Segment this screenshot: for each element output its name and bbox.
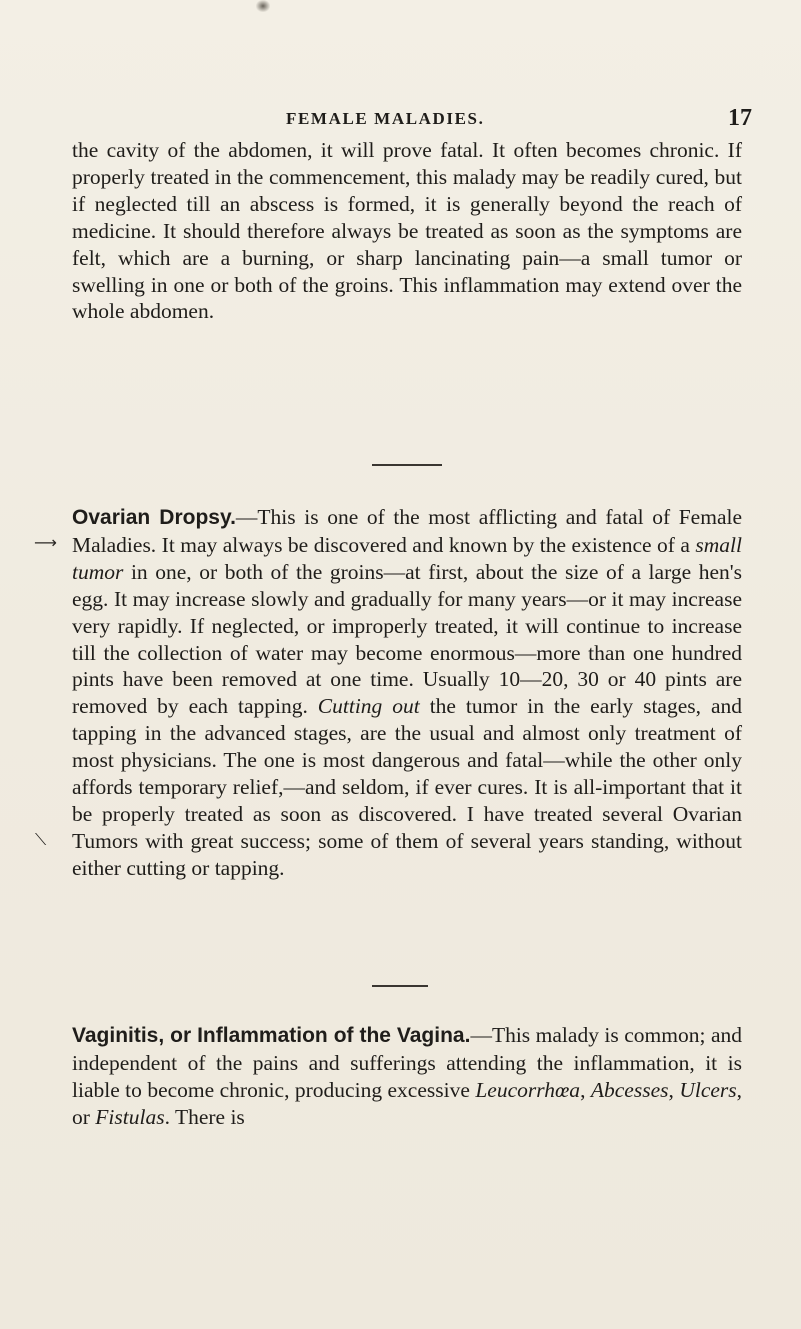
section-ovarian-dropsy xyxy=(72,504,742,882)
italic-text: Ulcers xyxy=(679,1077,737,1102)
section-divider xyxy=(372,985,428,987)
text-run: , or xyxy=(72,1077,743,1129)
ink-smudge xyxy=(256,0,270,12)
italic-text: Leucorrhœa xyxy=(475,1077,581,1102)
text-run: in one, or both of the groins—at first, about the size of a large hen's egg. It may increase slowly and gradually for many years—or it may increase very rapidly. If neglected, or improperly treated, it will continue to increase till the collection of water may become enormous—more than one hundred pints have been removed at one time. Usually 10—20, 30 or 40 pints are removed by each tapping. xyxy=(72,559,742,719)
text-run: . There is xyxy=(164,1104,245,1129)
text-run: , xyxy=(668,1077,680,1102)
italic-text: Fistulas xyxy=(95,1104,165,1129)
text-run: the tumor in the early stages, and tapping in the advanced stages, are the usual and almost only treatment of most physicians. The one is most dangerous and fatal—while the other only affords temporary relief,—and seldom, if ever cures. It is all-important that it be properly treated as soon as discovered. I have treated several Ovarian Tumors with great success; some of them of several years standing, without either cutting or tapping. xyxy=(72,694,742,880)
text-run: This is one of the most afflicting and fatal of Female Maladies. It may always be discovered and known by the existence of a xyxy=(72,505,743,557)
paragraph-abdomen xyxy=(72,137,742,325)
section-divider xyxy=(372,464,442,466)
italic-text: Cutting out xyxy=(317,694,420,719)
margin-arrow-icon: ⟶ xyxy=(34,533,57,552)
section-heading: Vaginitis, or Inflammation of the Vagina. xyxy=(72,1024,471,1047)
running-title: FEMALE MALADIES. xyxy=(286,109,485,128)
running-head xyxy=(0,105,801,135)
italic-text: small tumor xyxy=(72,532,742,584)
section-heading-dash: — xyxy=(235,505,258,529)
page-number: 17 xyxy=(728,105,752,131)
text-run: This malady is common; and independent of the pains and sufferings attending the inflammation, it is liable to become chronic, producing excessive xyxy=(72,1023,742,1102)
margin-tick-icon: ⟍ xyxy=(35,830,47,849)
italic-text: Abcesses xyxy=(590,1077,669,1102)
section-heading-dash: — xyxy=(470,1023,492,1047)
paragraph-text: the cavity of the abdomen, it will prove fatal. It often becomes chronic. If properly treated in the commencement, this malady may be readily cured, but if neglected till an abscess is formed, it is generally beyond the reach of medicine. It should therefore always be treated as soon as the symptoms are felt, which are a burning, or sharp lancinating pain—a small tumor or swelling in one or both of the groins. This inflammation may extend over the whole abdomen. xyxy=(72,138,742,324)
text-run: , xyxy=(580,1077,591,1102)
section-vaginitis xyxy=(72,1022,742,1131)
section-heading: Ovarian Dropsy. xyxy=(72,506,236,529)
